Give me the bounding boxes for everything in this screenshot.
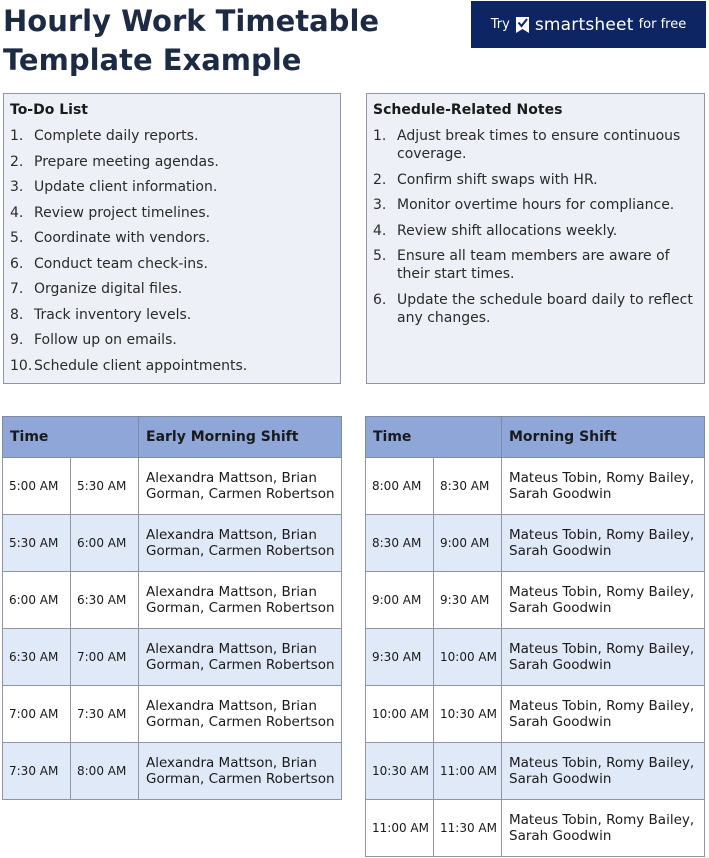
- assigned-staff-cell: Mateus Tobin, Romy Bailey, Sarah Goodwin: [502, 800, 705, 857]
- assigned-staff-cell: Mateus Tobin, Romy Bailey, Sarah Goodwin: [502, 572, 705, 629]
- start-time-cell: 8:00 AM: [366, 458, 434, 515]
- list-item-text: Update client information.: [34, 179, 218, 195]
- list-item-text: Adjust break times to ensure continuous coverage.: [397, 128, 681, 162]
- page-title-line-2: Template Example: [3, 43, 302, 77]
- start-time-cell: 10:30 AM: [366, 743, 434, 800]
- todo-item: [10, 331, 334, 349]
- time-column-header: Time: [3, 417, 139, 458]
- list-item-text: Coordinate with vendors.: [34, 230, 211, 246]
- schedule-note-item: [373, 291, 698, 327]
- todo-item: [10, 127, 334, 145]
- assigned-staff-cell: Alexandra Mattson, Brian Gorman, Carmen Robertson: [139, 629, 342, 686]
- todo-item: [10, 204, 334, 222]
- list-item-text: Follow up on emails.: [34, 332, 177, 348]
- end-time-cell: 8:00 AM: [71, 743, 139, 800]
- promo-try-label: Try: [490, 17, 510, 32]
- todo-item: [10, 229, 334, 247]
- list-item-text: Schedule client appointments.: [34, 357, 248, 374]
- start-time-cell: 5:00 AM: [3, 458, 71, 515]
- list-item-number: 1.: [10, 128, 24, 144]
- start-time-cell: 10:00 AM: [366, 686, 434, 743]
- list-item-text: Track inventory levels.: [34, 306, 192, 323]
- schedule-notes-list: [373, 127, 698, 334]
- table-row: [366, 629, 705, 686]
- start-time-cell: 6:30 AM: [3, 629, 71, 686]
- table-row: [3, 515, 342, 572]
- try-smartsheet-button[interactable]: [471, 1, 706, 48]
- assigned-staff-cell: Mateus Tobin, Romy Bailey, Sarah Goodwin: [502, 743, 705, 800]
- shift-column-header: Morning Shift: [502, 417, 705, 458]
- start-time-cell: 11:00 AM: [366, 800, 434, 857]
- table-row: [3, 458, 342, 515]
- table-row: [366, 743, 705, 800]
- promo-free-label: for free: [638, 17, 687, 32]
- assigned-staff-cell: Mateus Tobin, Romy Bailey, Sarah Goodwin: [502, 686, 705, 743]
- table-row: [366, 800, 705, 857]
- end-time-cell: 5:30 AM: [71, 458, 139, 515]
- todo-item: [10, 153, 334, 171]
- todo-item: [10, 255, 334, 273]
- list-item-text: Review shift allocations weekly.: [397, 222, 618, 239]
- list-item-text: Complete daily reports.: [34, 128, 199, 144]
- list-item-text: Confirm shift swaps with HR.: [397, 171, 598, 188]
- table-row: [366, 572, 705, 629]
- schedule-notes-panel: [366, 93, 705, 384]
- assigned-staff-cell: Alexandra Mattson, Brian Gorman, Carmen Robertson: [139, 686, 342, 743]
- page-title-line-1: Hourly Work Timetable: [3, 4, 380, 38]
- list-item-number: 2.: [10, 153, 24, 170]
- schedule-note-item: [373, 222, 698, 240]
- list-item-text: Prepare meeting agendas.: [34, 153, 219, 170]
- list-item-number: 3.: [373, 197, 387, 213]
- todo-list-heading: To-Do List: [10, 102, 88, 118]
- assigned-staff-cell: Alexandra Mattson, Brian Gorman, Carmen Robertson: [139, 458, 342, 515]
- list-item-number: 2.: [373, 171, 387, 188]
- assigned-staff-cell: Alexandra Mattson, Brian Gorman, Carmen Robertson: [139, 743, 342, 800]
- list-item-number: 3.: [10, 179, 24, 195]
- assigned-staff-cell: Mateus Tobin, Romy Bailey, Sarah Goodwin: [502, 629, 705, 686]
- table-row: [3, 572, 342, 629]
- todo-item: [10, 357, 334, 375]
- smartsheet-check-logo-icon: [515, 16, 530, 34]
- schedule-note-item: [373, 196, 698, 214]
- start-time-cell: 6:00 AM: [3, 572, 71, 629]
- list-item-number: 8.: [10, 306, 24, 323]
- schedule-note-item: [373, 171, 698, 189]
- table-row: [3, 686, 342, 743]
- table-row: [366, 458, 705, 515]
- todo-item: [10, 178, 334, 196]
- list-item-text: Review project timelines.: [34, 204, 211, 221]
- table-row: [366, 515, 705, 572]
- assigned-staff-cell: Alexandra Mattson, Brian Gorman, Carmen Robertson: [139, 572, 342, 629]
- morning-shift-table: [365, 416, 705, 857]
- end-time-cell: 8:30 AM: [434, 458, 502, 515]
- list-item-number: 6.: [373, 291, 387, 308]
- shift-column-header: Early Morning Shift: [139, 417, 342, 458]
- list-item-text: Monitor overtime hours for compliance.: [397, 197, 675, 213]
- end-time-cell: 11:30 AM: [434, 800, 502, 857]
- schedule-note-item: [373, 247, 698, 283]
- start-time-cell: 7:30 AM: [3, 743, 71, 800]
- list-item-number: 5.: [10, 230, 24, 246]
- page-title: [3, 2, 463, 80]
- promo-brand-label: smartsheet: [534, 14, 634, 35]
- list-item-text: Ensure all team members are aware of their start times.: [397, 248, 670, 282]
- table-row: [3, 629, 342, 686]
- end-time-cell: 9:00 AM: [434, 515, 502, 572]
- list-item-number: 4.: [10, 204, 24, 221]
- end-time-cell: 11:00 AM: [434, 743, 502, 800]
- early-morning-shift-table: [2, 416, 342, 800]
- todo-item: [10, 280, 334, 298]
- list-item-number: 10.: [10, 357, 33, 374]
- todo-list: [10, 127, 334, 382]
- start-time-cell: 9:30 AM: [366, 629, 434, 686]
- list-item-number: 1.: [373, 128, 387, 144]
- assigned-staff-cell: Alexandra Mattson, Brian Gorman, Carmen Robertson: [139, 515, 342, 572]
- end-time-cell: 9:30 AM: [434, 572, 502, 629]
- list-item-number: 6.: [10, 255, 24, 272]
- schedule-notes-heading: Schedule-Related Notes: [373, 102, 563, 118]
- end-time-cell: 7:30 AM: [71, 686, 139, 743]
- table-row: [366, 686, 705, 743]
- list-item-text: Conduct team check-ins.: [34, 255, 208, 272]
- assigned-staff-cell: Mateus Tobin, Romy Bailey, Sarah Goodwin: [502, 515, 705, 572]
- schedule-note-item: [373, 127, 698, 163]
- assigned-staff-cell: Mateus Tobin, Romy Bailey, Sarah Goodwin: [502, 458, 705, 515]
- start-time-cell: 8:30 AM: [366, 515, 434, 572]
- table-row: [3, 743, 342, 800]
- list-item-number: 4.: [373, 222, 387, 239]
- end-time-cell: 6:00 AM: [71, 515, 139, 572]
- end-time-cell: 6:30 AM: [71, 572, 139, 629]
- start-time-cell: 5:30 AM: [3, 515, 71, 572]
- list-item-number: 5.: [373, 248, 387, 264]
- end-time-cell: 7:00 AM: [71, 629, 139, 686]
- start-time-cell: 7:00 AM: [3, 686, 71, 743]
- list-item-text: Update the schedule board daily to reflect any changes.: [397, 291, 693, 326]
- start-time-cell: 9:00 AM: [366, 572, 434, 629]
- list-item-text: Organize digital files.: [34, 281, 183, 297]
- todo-list-panel: [3, 93, 341, 384]
- time-column-header: Time: [366, 417, 502, 458]
- list-item-number: 9.: [10, 332, 24, 348]
- end-time-cell: 10:00 AM: [434, 629, 502, 686]
- end-time-cell: 10:30 AM: [434, 686, 502, 743]
- todo-item: [10, 306, 334, 324]
- list-item-number: 7.: [10, 281, 24, 297]
